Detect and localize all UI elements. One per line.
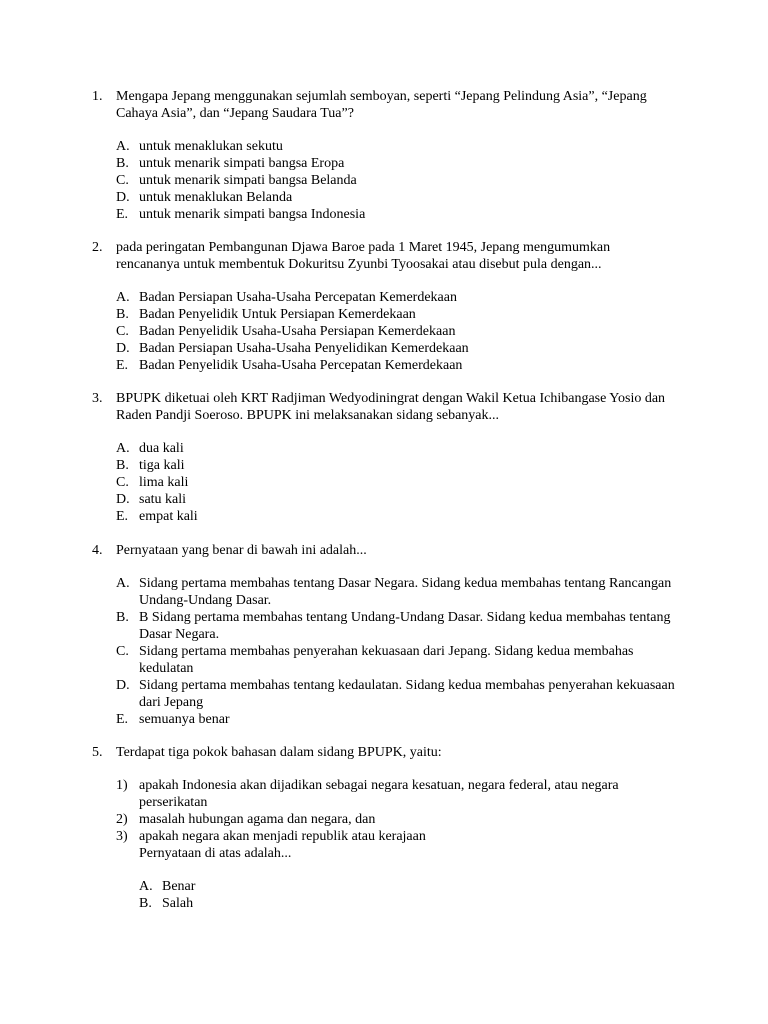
option-b xyxy=(0,895,684,912)
option-text: B Sidang pertama membahas tentang Undang-Undang Dasar. Sidang kedua membahas tentang Dasar Negara. xyxy=(139,610,671,642)
question-text: Terdapat tiga pokok bahasan dalam sidang BPUPK, yaitu: xyxy=(116,745,442,760)
question-text: BPUPK diketuai oleh KRT Radjiman Wedyodiningrat dengan Wakil Ketua Ichibangase Yosio dan Raden Pandji Soeroso. BPUPK ini melaksanakan sidang sebanyak... xyxy=(116,391,666,423)
question-number: 3. xyxy=(92,391,103,406)
option-d xyxy=(0,677,684,711)
option-letter: D. xyxy=(116,341,130,356)
option-text: Badan Penyelidik Usaha-Usaha Percepatan Kemerdekaan xyxy=(139,358,463,373)
option-d xyxy=(0,340,684,357)
option-text: Sidang pertama membahas tentang Dasar Negara. Sidang kedua membahas tentang Rancangan Undang-Undang Dasar. xyxy=(139,576,672,608)
statement-text: masalah hubungan agama dan negara, dan xyxy=(139,812,376,827)
option-text: untuk menaklukan sekutu xyxy=(139,139,283,154)
option-text: untuk menarik simpati bangsa Eropa xyxy=(139,156,345,171)
option-letter: A. xyxy=(116,441,130,456)
option-text: Sidang pertama membahas penyerahan kekuasaan dari Jepang. Sidang kedua membahas kedulatan xyxy=(139,644,634,676)
option-text: Badan Penyelidik Untuk Persiapan Kemerdekaan xyxy=(139,307,416,322)
option-letter: D. xyxy=(116,678,130,693)
question-number: 2. xyxy=(92,240,103,255)
question-1 xyxy=(0,88,768,223)
statement-3 xyxy=(0,828,684,845)
option-letter: C. xyxy=(116,644,129,659)
statement-text: apakah negara akan menjadi republik atau kerajaan xyxy=(139,829,426,844)
statement-2 xyxy=(0,811,684,828)
question-stem xyxy=(0,744,676,761)
question-stem xyxy=(0,88,676,122)
option-list xyxy=(0,440,768,525)
option-letter: B. xyxy=(116,610,129,625)
question-text: Mengapa Jepang menggunakan sejumlah semboyan, seperti “Jepang Pelindung Asia”, “Jepang Cahaya Asia”, dan “Jepang Saudara Tua”? xyxy=(116,89,647,121)
question-stem xyxy=(0,542,676,559)
option-c xyxy=(0,323,684,340)
option-letter: E. xyxy=(116,358,129,373)
option-a xyxy=(0,440,684,457)
option-text: Salah xyxy=(162,896,194,911)
option-text: lima kali xyxy=(139,475,189,490)
option-text: Badan Persiapan Usaha-Usaha Percepatan Kemerdekaan xyxy=(139,290,457,305)
statement-1 xyxy=(0,777,684,811)
option-text: untuk menaklukan Belanda xyxy=(139,190,293,205)
option-b xyxy=(0,457,684,474)
option-list xyxy=(0,575,768,728)
statement-number: 2) xyxy=(116,812,128,827)
statement-list xyxy=(0,777,768,862)
option-letter: C. xyxy=(116,475,129,490)
question-text: Pernyataan yang benar di bawah ini adalah... xyxy=(116,543,367,558)
option-text: dua kali xyxy=(139,441,184,456)
question-stem xyxy=(0,390,676,424)
question-4 xyxy=(0,542,768,728)
option-d xyxy=(0,189,684,206)
option-letter: B. xyxy=(139,896,152,911)
option-c xyxy=(0,643,684,677)
option-text: Sidang pertama membahas tentang kedaulatan. Sidang kedua membahas penyerahan kekuasaan dari Jepang xyxy=(139,678,675,710)
question-5 xyxy=(0,744,768,912)
question-text: pada peringatan Pembangunan Djawa Baroe pada 1 Maret 1945, Jepang mengumumkan rencananya untuk membentuk Dokuritsu Zyunbi Tyoosakai atau disebut pula dengan... xyxy=(116,240,611,272)
option-a xyxy=(0,289,684,306)
option-text: tiga kali xyxy=(139,458,185,473)
option-letter: C. xyxy=(116,173,129,188)
statement-number: 1) xyxy=(116,778,128,793)
question-2 xyxy=(0,239,768,374)
option-letter: B. xyxy=(116,458,129,473)
option-letter: C. xyxy=(116,324,129,339)
option-letter: E. xyxy=(116,509,129,524)
option-list xyxy=(0,138,768,223)
option-b xyxy=(0,155,684,172)
option-e xyxy=(0,711,684,728)
option-text: satu kali xyxy=(139,492,187,507)
option-letter: E. xyxy=(116,207,129,222)
option-e xyxy=(0,508,684,525)
option-text: semuanya benar xyxy=(139,712,230,727)
question-number: 5. xyxy=(92,745,103,760)
option-e xyxy=(0,357,684,374)
option-list xyxy=(0,878,768,912)
option-e xyxy=(0,206,684,223)
option-text: Badan Penyelidik Usaha-Usaha Persiapan Kemerdekaan xyxy=(139,324,456,339)
option-text: empat kali xyxy=(139,509,198,524)
option-d xyxy=(0,491,684,508)
option-letter: B. xyxy=(116,156,129,171)
option-letter: A. xyxy=(116,576,130,591)
statement-number: 3) xyxy=(116,829,128,844)
option-list xyxy=(0,289,768,374)
option-letter: D. xyxy=(116,492,130,507)
option-letter: A. xyxy=(139,879,153,894)
option-text: untuk menarik simpati bangsa Indonesia xyxy=(139,207,366,222)
statement-text: apakah Indonesia akan dijadikan sebagai negara kesatuan, negara federal, atau negara perserikatan xyxy=(139,778,619,810)
option-b xyxy=(0,609,684,643)
option-text: Badan Persiapan Usaha-Usaha Penyelidikan Kemerdekaan xyxy=(139,341,469,356)
option-letter: A. xyxy=(116,139,130,154)
option-b xyxy=(0,306,684,323)
option-a xyxy=(0,878,684,895)
option-c xyxy=(0,172,684,189)
option-c xyxy=(0,474,684,491)
question-3 xyxy=(0,390,768,525)
option-a xyxy=(0,138,684,155)
option-letter: A. xyxy=(116,290,130,305)
question-number: 4. xyxy=(92,543,103,558)
question-number: 1. xyxy=(92,89,103,104)
question-stem xyxy=(0,239,676,273)
option-a xyxy=(0,575,684,609)
option-text: Benar xyxy=(162,879,196,894)
option-letter: B. xyxy=(116,307,129,322)
follow-up-text: Pernyataan di atas adalah... xyxy=(139,846,292,861)
option-letter: E. xyxy=(116,712,129,727)
option-text: untuk menarik simpati bangsa Belanda xyxy=(139,173,357,188)
option-letter: D. xyxy=(116,190,130,205)
